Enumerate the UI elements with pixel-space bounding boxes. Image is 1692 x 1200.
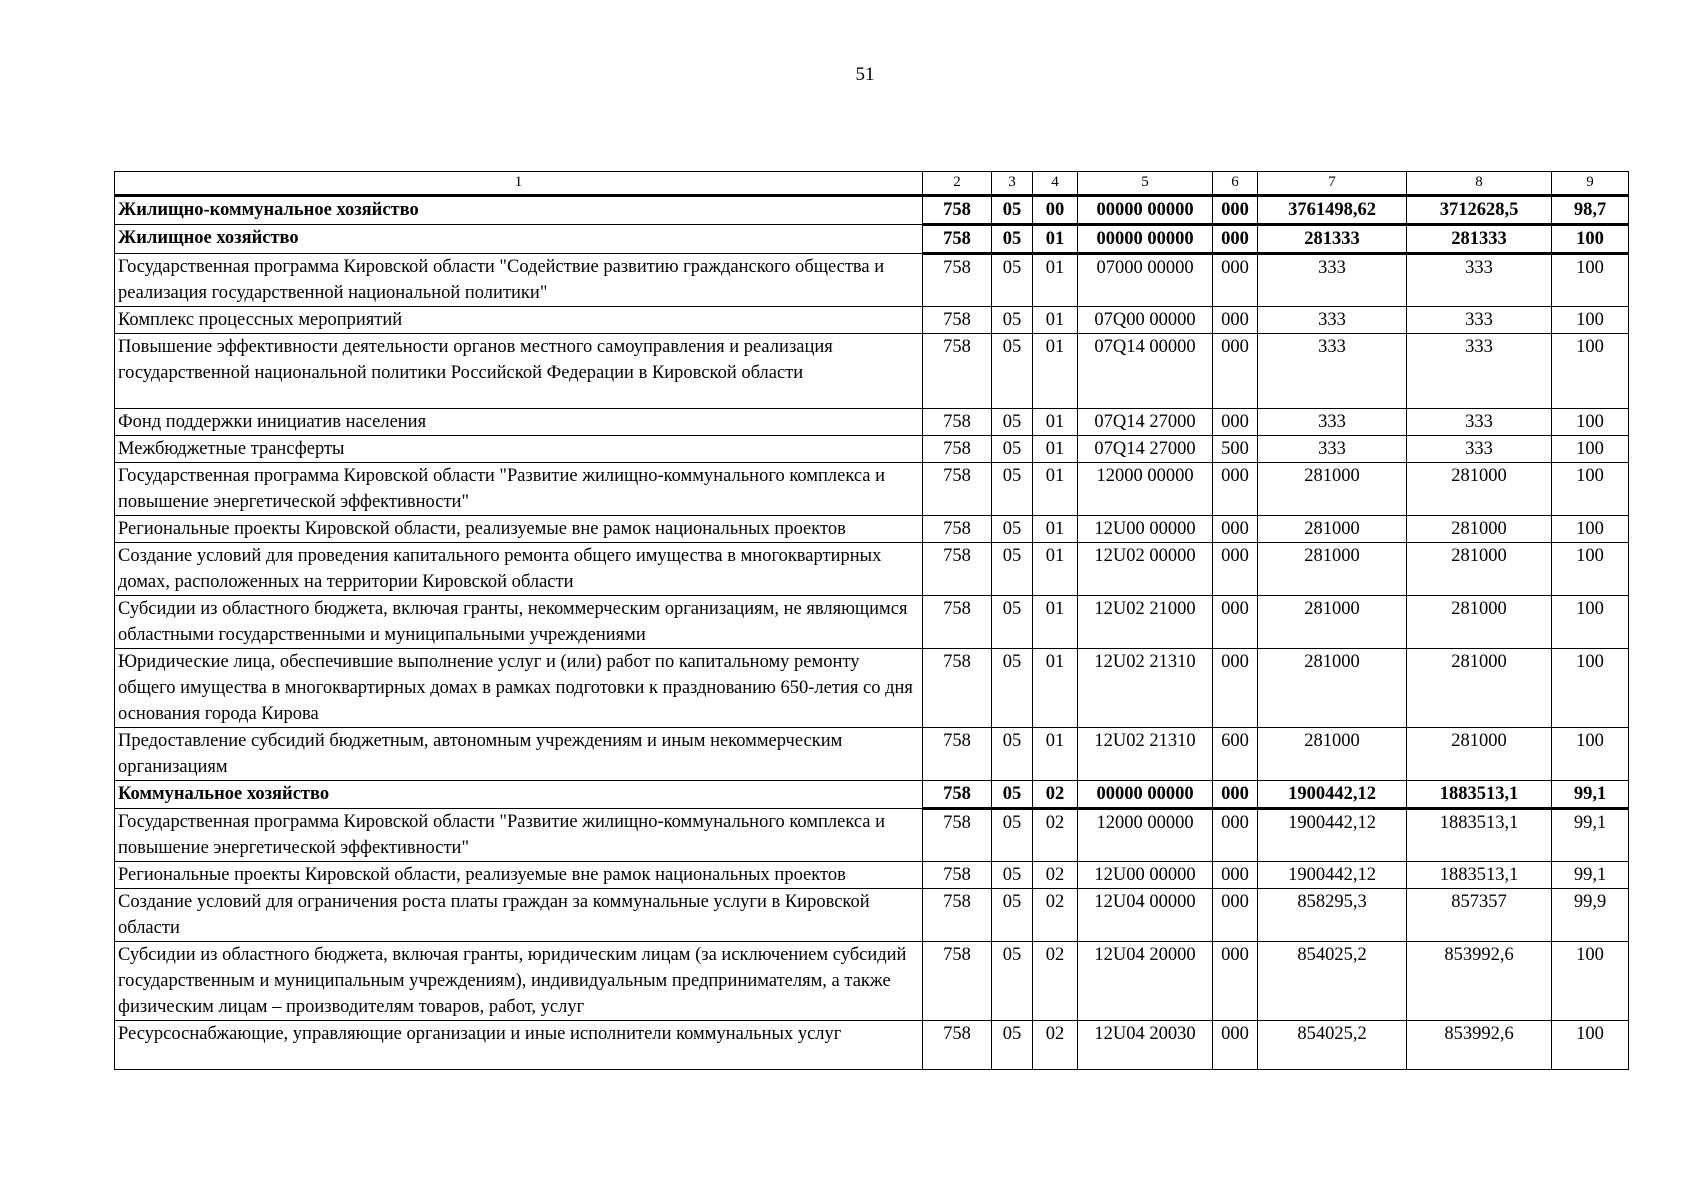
cell-grbs: 758	[923, 596, 992, 649]
cell-expense-type: 000	[1213, 543, 1258, 596]
cell-plan: 281000	[1258, 649, 1407, 728]
header-cell-col-7: 7	[1258, 172, 1407, 196]
cell-plan: 281333	[1258, 225, 1407, 254]
cell-target-article: 12000 00000	[1078, 463, 1213, 516]
cell-grbs: 758	[923, 463, 992, 516]
cell-fact: 281000	[1407, 649, 1552, 728]
cell-expense-type: 000	[1213, 334, 1258, 409]
cell-subsection: 01	[1033, 596, 1078, 649]
cell-fact: 333	[1407, 436, 1552, 463]
cell-section: 05	[992, 942, 1033, 1021]
cell-section: 05	[992, 543, 1033, 596]
cell-plan: 333	[1258, 307, 1407, 334]
cell-section: 05	[992, 516, 1033, 543]
cell-fact: 1883513,1	[1407, 862, 1552, 889]
table-row	[115, 543, 1629, 596]
cell-percent: 100	[1552, 543, 1629, 596]
cell-expense-type: 000	[1213, 649, 1258, 728]
header-cell-col-9: 9	[1552, 172, 1629, 196]
cell-subsection: 01	[1033, 436, 1078, 463]
cell-plan: 1900442,12	[1258, 809, 1407, 862]
cell-section: 05	[992, 862, 1033, 889]
cell-section: 05	[992, 809, 1033, 862]
cell-grbs: 758	[923, 543, 992, 596]
cell-percent: 99,1	[1552, 781, 1629, 809]
cell-section: 05	[992, 728, 1033, 781]
table-row	[115, 436, 1629, 463]
cell-fact: 1883513,1	[1407, 809, 1552, 862]
cell-fact: 281000	[1407, 516, 1552, 543]
cell-fact: 333	[1407, 254, 1552, 307]
cell-grbs: 758	[923, 809, 992, 862]
cell-name: Межбюджетные трансферты	[115, 436, 923, 463]
cell-fact: 281000	[1407, 543, 1552, 596]
cell-expense-type: 000	[1213, 516, 1258, 543]
cell-fact: 853992,6	[1407, 1021, 1552, 1070]
cell-subsection: 02	[1033, 809, 1078, 862]
table-row	[115, 728, 1629, 781]
cell-name: Юридические лица, обеспечившие выполнение услуг и (или) работ по капитальному ремонту общего имущества в многоквартирных домах в рамках подготовки к празднованию 650-летия со дня основания города Кирова	[115, 649, 923, 728]
cell-name: Субсидии из областного бюджета, включая гранты, юридическим лицам (за исключением субсидий государственным и муниципальным учреждениям), индивидуальным предпринимателям, а также физическим лицам – производителям товаров, работ, услуг	[115, 942, 923, 1021]
cell-name: Субсидии из областного бюджета, включая гранты, некоммерческим организациям, не являющимся областными государственными и муниципальными учреждениями	[115, 596, 923, 649]
cell-section: 05	[992, 1021, 1033, 1070]
cell-name: Создание условий для ограничения роста платы граждан за коммунальные услуги в Кировской области	[115, 889, 923, 942]
table-header-row	[115, 172, 1629, 196]
cell-section: 05	[992, 409, 1033, 436]
cell-target-article: 12U04 00000	[1078, 889, 1213, 942]
cell-percent: 100	[1552, 225, 1629, 254]
cell-fact: 333	[1407, 307, 1552, 334]
cell-fact: 281000	[1407, 728, 1552, 781]
cell-name: Коммунальное хозяйство	[115, 781, 923, 809]
cell-expense-type: 000	[1213, 809, 1258, 862]
cell-expense-type: 000	[1213, 781, 1258, 809]
cell-section: 05	[992, 196, 1033, 225]
cell-name: Государственная программа Кировской области "Развитие жилищно-коммунального комплекса и повышение энергетической эффективности"	[115, 809, 923, 862]
table-section-row	[115, 225, 1629, 254]
table-row	[115, 862, 1629, 889]
cell-name: Государственная программа Кировской области "Развитие жилищно-коммунального комплекса и повышение энергетической эффективности"	[115, 463, 923, 516]
cell-name: Региональные проекты Кировской области, реализуемые вне рамок национальных проектов	[115, 862, 923, 889]
cell-fact: 281000	[1407, 463, 1552, 516]
cell-percent: 100	[1552, 1021, 1629, 1070]
cell-grbs: 758	[923, 307, 992, 334]
cell-percent: 100	[1552, 409, 1629, 436]
cell-section: 05	[992, 254, 1033, 307]
cell-name: Фонд поддержки инициатив населения	[115, 409, 923, 436]
cell-target-article: 12U02 00000	[1078, 543, 1213, 596]
cell-subsection: 02	[1033, 889, 1078, 942]
cell-percent: 100	[1552, 596, 1629, 649]
cell-percent: 100	[1552, 254, 1629, 307]
cell-subsection: 00	[1033, 196, 1078, 225]
cell-target-article: 12000 00000	[1078, 809, 1213, 862]
cell-name: Ресурсоснабжающие, управляющие организации и иные исполнители коммунальных услуг	[115, 1021, 923, 1070]
cell-section: 05	[992, 436, 1033, 463]
table-row	[115, 889, 1629, 942]
cell-subsection: 01	[1033, 334, 1078, 409]
cell-plan: 333	[1258, 254, 1407, 307]
cell-plan: 281000	[1258, 596, 1407, 649]
cell-percent: 100	[1552, 728, 1629, 781]
cell-section: 05	[992, 463, 1033, 516]
cell-fact: 281333	[1407, 225, 1552, 254]
cell-grbs: 758	[923, 436, 992, 463]
cell-percent: 98,7	[1552, 196, 1629, 225]
cell-target-article: 12U00 00000	[1078, 862, 1213, 889]
header-cell-col-1: 1	[115, 172, 923, 196]
table-row	[115, 809, 1629, 862]
header-cell-col-2: 2	[923, 172, 992, 196]
cell-name: Государственная программа Кировской области "Содействие развитию гражданского общества и реализация государственной национальной политики"	[115, 254, 923, 307]
cell-expense-type: 000	[1213, 942, 1258, 1021]
cell-section: 05	[992, 307, 1033, 334]
header-cell-col-8: 8	[1407, 172, 1552, 196]
cell-plan: 281000	[1258, 516, 1407, 543]
header-cell-col-4: 4	[1033, 172, 1078, 196]
cell-percent: 99,9	[1552, 889, 1629, 942]
cell-target-article: 12U02 21310	[1078, 728, 1213, 781]
cell-grbs: 758	[923, 889, 992, 942]
page-number: 51	[855, 64, 875, 85]
budget-table	[114, 171, 1629, 1070]
cell-plan: 854025,2	[1258, 942, 1407, 1021]
cell-expense-type: 600	[1213, 728, 1258, 781]
cell-section: 05	[992, 334, 1033, 409]
cell-percent: 100	[1552, 463, 1629, 516]
cell-name: Предоставление субсидий бюджетным, автономным учреждениям и иным некоммерческим организациям	[115, 728, 923, 781]
cell-target-article: 12U00 00000	[1078, 516, 1213, 543]
cell-plan: 281000	[1258, 728, 1407, 781]
cell-plan: 281000	[1258, 543, 1407, 596]
table-row	[115, 649, 1629, 728]
cell-grbs: 758	[923, 225, 992, 254]
table-row	[115, 254, 1629, 307]
table-row	[115, 516, 1629, 543]
cell-subsection: 01	[1033, 543, 1078, 596]
cell-expense-type: 500	[1213, 436, 1258, 463]
cell-target-article: 07000 00000	[1078, 254, 1213, 307]
cell-percent: 100	[1552, 307, 1629, 334]
header-cell-col-5: 5	[1078, 172, 1213, 196]
table-row	[115, 409, 1629, 436]
cell-expense-type: 000	[1213, 254, 1258, 307]
cell-target-article: 07Q14 27000	[1078, 436, 1213, 463]
cell-expense-type: 000	[1213, 225, 1258, 254]
cell-name: Комплекс процессных мероприятий	[115, 307, 923, 334]
cell-expense-type: 000	[1213, 409, 1258, 436]
cell-target-article: 12U04 20030	[1078, 1021, 1213, 1070]
cell-subsection: 01	[1033, 649, 1078, 728]
cell-fact: 1883513,1	[1407, 781, 1552, 809]
cell-name: Жилищно-коммунальное хозяйство	[115, 196, 923, 225]
cell-subsection: 01	[1033, 516, 1078, 543]
table-row	[115, 334, 1629, 409]
table-row	[115, 307, 1629, 334]
cell-plan: 1900442,12	[1258, 781, 1407, 809]
cell-target-article: 12U02 21000	[1078, 596, 1213, 649]
cell-section: 05	[992, 781, 1033, 809]
cell-plan: 333	[1258, 409, 1407, 436]
cell-expense-type: 000	[1213, 889, 1258, 942]
cell-subsection: 01	[1033, 463, 1078, 516]
cell-plan: 333	[1258, 334, 1407, 409]
cell-subsection: 02	[1033, 1021, 1078, 1070]
cell-target-article: 12U04 20000	[1078, 942, 1213, 1021]
cell-name: Создание условий для проведения капитального ремонта общего имущества в многоквартирных домах, расположенных на территории Кировской области	[115, 543, 923, 596]
cell-name: Повышение эффективности деятельности органов местного самоуправления и реализация государственной национальной политики Российской Федерации в Кировской области	[115, 334, 923, 409]
cell-fact: 3712628,5	[1407, 196, 1552, 225]
cell-name: Жилищное хозяйство	[115, 225, 923, 254]
cell-percent: 100	[1552, 436, 1629, 463]
cell-percent: 100	[1552, 516, 1629, 543]
cell-subsection: 01	[1033, 409, 1078, 436]
cell-name: Региональные проекты Кировской области, реализуемые вне рамок национальных проектов	[115, 516, 923, 543]
cell-grbs: 758	[923, 1021, 992, 1070]
cell-expense-type: 000	[1213, 1021, 1258, 1070]
cell-section: 05	[992, 649, 1033, 728]
cell-expense-type: 000	[1213, 196, 1258, 225]
cell-percent: 100	[1552, 334, 1629, 409]
header-cell-col-3: 3	[992, 172, 1033, 196]
cell-target-article: 07Q00 00000	[1078, 307, 1213, 334]
cell-target-article: 00000 00000	[1078, 196, 1213, 225]
cell-section: 05	[992, 596, 1033, 649]
table-row	[115, 596, 1629, 649]
cell-target-article: 12U02 21310	[1078, 649, 1213, 728]
cell-plan: 1900442,12	[1258, 862, 1407, 889]
cell-grbs: 758	[923, 728, 992, 781]
cell-plan: 281000	[1258, 463, 1407, 516]
cell-subsection: 01	[1033, 307, 1078, 334]
cell-fact: 333	[1407, 409, 1552, 436]
cell-percent: 100	[1552, 649, 1629, 728]
table-row	[115, 942, 1629, 1021]
cell-percent: 100	[1552, 942, 1629, 1021]
cell-percent: 99,1	[1552, 809, 1629, 862]
cell-grbs: 758	[923, 781, 992, 809]
cell-plan: 333	[1258, 436, 1407, 463]
cell-plan: 3761498,62	[1258, 196, 1407, 225]
cell-target-article: 07Q14 00000	[1078, 334, 1213, 409]
cell-grbs: 758	[923, 942, 992, 1021]
cell-grbs: 758	[923, 254, 992, 307]
cell-expense-type: 000	[1213, 862, 1258, 889]
cell-target-article: 07Q14 27000	[1078, 409, 1213, 436]
cell-subsection: 01	[1033, 254, 1078, 307]
cell-fact: 281000	[1407, 596, 1552, 649]
cell-percent: 99,1	[1552, 862, 1629, 889]
cell-plan: 858295,3	[1258, 889, 1407, 942]
cell-target-article: 00000 00000	[1078, 225, 1213, 254]
cell-section: 05	[992, 225, 1033, 254]
header-cell-col-6: 6	[1213, 172, 1258, 196]
table-section-row	[115, 781, 1629, 809]
table-row	[115, 1021, 1629, 1070]
table-row	[115, 463, 1629, 516]
cell-expense-type: 000	[1213, 307, 1258, 334]
cell-subsection: 02	[1033, 942, 1078, 1021]
cell-grbs: 758	[923, 196, 992, 225]
cell-grbs: 758	[923, 862, 992, 889]
cell-subsection: 01	[1033, 225, 1078, 254]
cell-target-article: 00000 00000	[1078, 781, 1213, 809]
cell-grbs: 758	[923, 409, 992, 436]
cell-grbs: 758	[923, 334, 992, 409]
cell-expense-type: 000	[1213, 596, 1258, 649]
table-section-row	[115, 196, 1629, 225]
cell-fact: 853992,6	[1407, 942, 1552, 1021]
cell-expense-type: 000	[1213, 463, 1258, 516]
cell-fact: 857357	[1407, 889, 1552, 942]
cell-grbs: 758	[923, 649, 992, 728]
cell-grbs: 758	[923, 516, 992, 543]
cell-plan: 854025,2	[1258, 1021, 1407, 1070]
cell-fact: 333	[1407, 334, 1552, 409]
cell-subsection: 01	[1033, 728, 1078, 781]
cell-section: 05	[992, 889, 1033, 942]
cell-subsection: 02	[1033, 862, 1078, 889]
cell-subsection: 02	[1033, 781, 1078, 809]
